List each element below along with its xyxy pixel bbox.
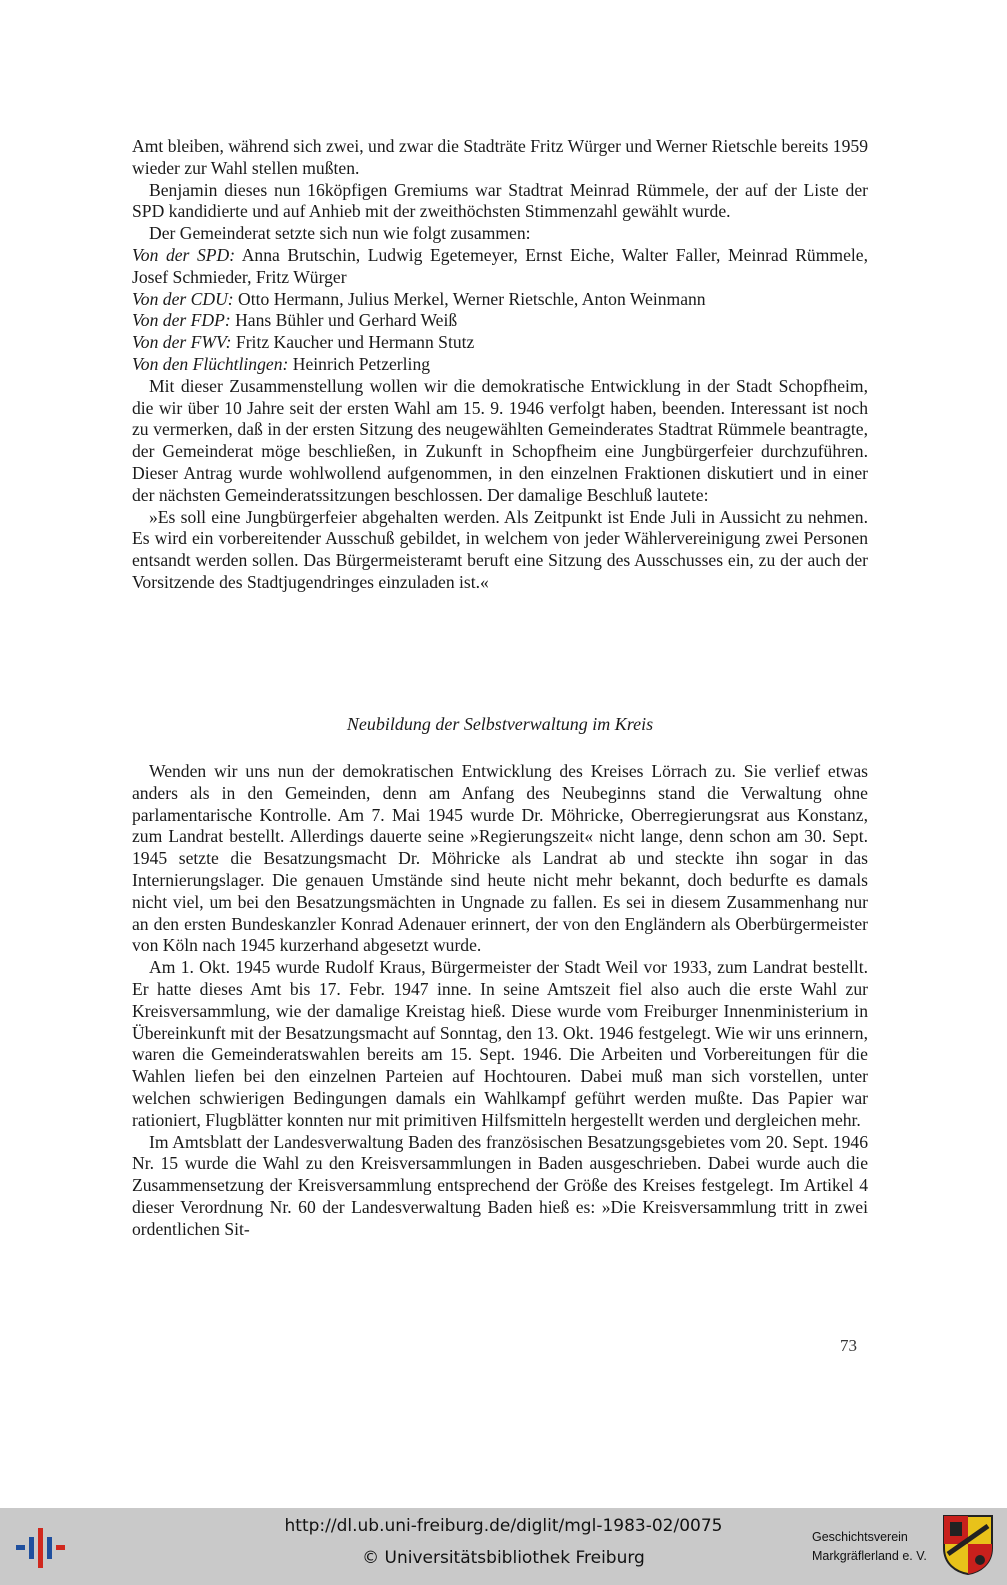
paragraph: Im Amtsblatt der Landesverwaltung Baden des französischen Besatzungsgebietes vom 20. Sept. 1946 Nr. 15 wurde die Wahl zu den Kreisversammlungen in Baden ausgeschrieben. Dabei wurde auch die Zusammensetzung der Kreisversammlung entsprechend der Größe des Kreises festgelegt. Im Artikel 4 dieser Verordnung Nr. 60 der Landesverwaltung Baden hieß es: »Die Kreisversammlung tritt in zwei ordentlichen Sit- <box>132 1131 868 1239</box>
section-heading: Neubildung der Selbstverwaltung im Kreis <box>346 714 654 734</box>
paragraph: Mit dieser Zusammenstellung wollen wir die demokratische Entwicklung in der Stadt Schopfheim, die wir über 10 Jahre seit der ersten Wahl am 15. 9. 1946 verfolgt haben, beenden. Interessant ist noch zu vermerken, daß in der ersten Sitzung des neugewählten Gemeinderates Stadtrat Rümmele beantragte, der Gemeinderat möge beschließen, in Zukunft in Schopfheim eine Jungbürgerfeier durchzuführen. Dieser Antrag wurde wohlwollend aufgenommen, in den einzelnen Fraktionen diskutiert und in einer der nächsten Gemeinderatssitzungen beschlossen. Der damalige Beschluß lautete: <box>132 375 868 505</box>
list-names: Hans Bühler und Gerhard Weiß <box>230 310 458 331</box>
society-line: Markgräflerland e. V. <box>812 1549 927 1563</box>
list-label: Von der FDP: <box>132 310 231 331</box>
paragraph: Der Gemeinderat setzte sich nun wie folgt zusammen: <box>149 223 531 244</box>
text-block-top <box>132 136 868 594</box>
society-name <box>812 1528 927 1566</box>
list-names: Otto Hermann, Julius Merkel, Werner Rietschle, Anton Weinmann <box>233 288 706 309</box>
list-item <box>132 245 868 289</box>
list-item <box>132 310 868 332</box>
list-label: Von der CDU: <box>132 288 234 309</box>
paragraph: Amt bleiben, während sich zwei, und zwar die Stadträte Fritz Würger und Werner Rietschle bereits 1959 wieder zur Wahl stellen mußten. <box>132 136 868 178</box>
list-item <box>132 289 868 311</box>
list-label: Von der SPD: <box>132 244 236 265</box>
list-label: Von der FWV: <box>132 332 232 353</box>
page-number: 73 <box>840 1336 857 1355</box>
list-item <box>132 354 868 376</box>
list-label: Von den Flüchtlingen: <box>132 353 289 374</box>
paragraph: Benjamin dieses nun 16köpfigen Gremiums war Stadtrat Meinrad Rümmele, der auf der Liste der SPD kandidierte und auf Anhieb mit der zweithöchsten Stimmenzahl gewählt wurde. <box>132 179 868 222</box>
society-line: Geschichtsverein <box>812 1530 908 1544</box>
council-list <box>132 245 868 376</box>
viewer-footer <box>0 1508 1007 1585</box>
list-names: Fritz Kaucher und Hermann Stutz <box>231 332 475 353</box>
list-item <box>132 332 868 354</box>
list-names: Heinrich Petzerling <box>288 353 431 374</box>
society-crest-icon <box>942 1514 994 1576</box>
paragraph: Wenden wir uns nun der demokratischen Entwicklung des Kreises Lörrach zu. Sie verlief etwas anders als in den Gemeinden, denn am Anfang des Neubeginns stand die Verwaltung ohne parlamentarische Kontrolle. Am 7. Mai 1945 wurde Dr. Möhricke, Oberregierungsrat aus Konstanz, zum Landrat bestellt. Allerdings dauerte seine »Regierungszeit« nicht lange, denn schon am 30. Sept. 1945 setzte die Besatzungsmacht Dr. Möhricke als Landrat ab und steckte ihn sogar in das Internierungslager. Die genauen Umstände sind heute nicht mehr bekannt, doch bedurfte es damals nicht viel, um bei den Besatzungsmächten in Ungnade zu fallen. Es sei in diesem Zusammenhang nur an den ersten Bundeskanzler Konrad Adenauer erinnert, der von den Engländern als Oberbürgermeister von Köln nach 1945 kurzerhand abgesetzt wurde. <box>132 761 868 956</box>
document-url[interactable]: http://dl.ub.uni-freiburg.de/diglit/mgl-1983-02/0075 <box>284 1516 723 1536</box>
paragraph: Am 1. Okt. 1945 wurde Rudolf Kraus, Bürgermeister der Stadt Weil vor 1933, zum Landrat bestellt. Er hatte dieses Amt bis 17. Febr. 1947 inne. In seine Amtszeit fiel also auch die erste Wahl zur Kreisversammlung, wie der damalige Kreistag hieß. Diese wurde vom Freiburger Innenministerium in Übereinkunft mit der Besatzungsmacht auf Sonntag, den 13. Okt. 1946 festgelegt. Wie wir uns erinnern, waren die Gemeinderatswahlen bereits am 15. Sept. 1946. Die Arbeiten und Vorbereitungen für die Wahlen liefen bei den einzelnen Parteien auf Hochtouren. Dabei muß man sich vorstellen, unter welchen schwierigen Bedingungen damals ein Wahlkampf geführt werden mußte. Das Papier war rationiert, Flugblätter konnten nur mit primitiven Hilfsmitteln hergestellt werden und dergleichen mehr. <box>132 957 868 1130</box>
copyright-notice: © Universitätsbibliothek Freiburg <box>362 1548 645 1568</box>
quote-paragraph: »Es soll eine Jungbürgerfeier abgehalten werden. Als Zeitpunkt ist Ende Juli in Aussicht zu nehmen. Es wird ein vorbereitender Ausschuß gebildet, in welchem von jeder Wählervereinigung zwei Personen entsandt werden sollen. Das Bürgermeisteramt beruft eine Sitzung des Ausschusses ein, zu der auch der Vorsitzende des Stadtjugendringes einzuladen ist.« <box>132 506 868 592</box>
list-names: Anna Brutschin, Ludwig Egetemeyer, Ernst Eiche, Walter Faller, Meinrad Rümmele, Josef Schmieder, Fritz Würger <box>132 244 869 287</box>
text-block-bottom <box>132 761 868 1241</box>
